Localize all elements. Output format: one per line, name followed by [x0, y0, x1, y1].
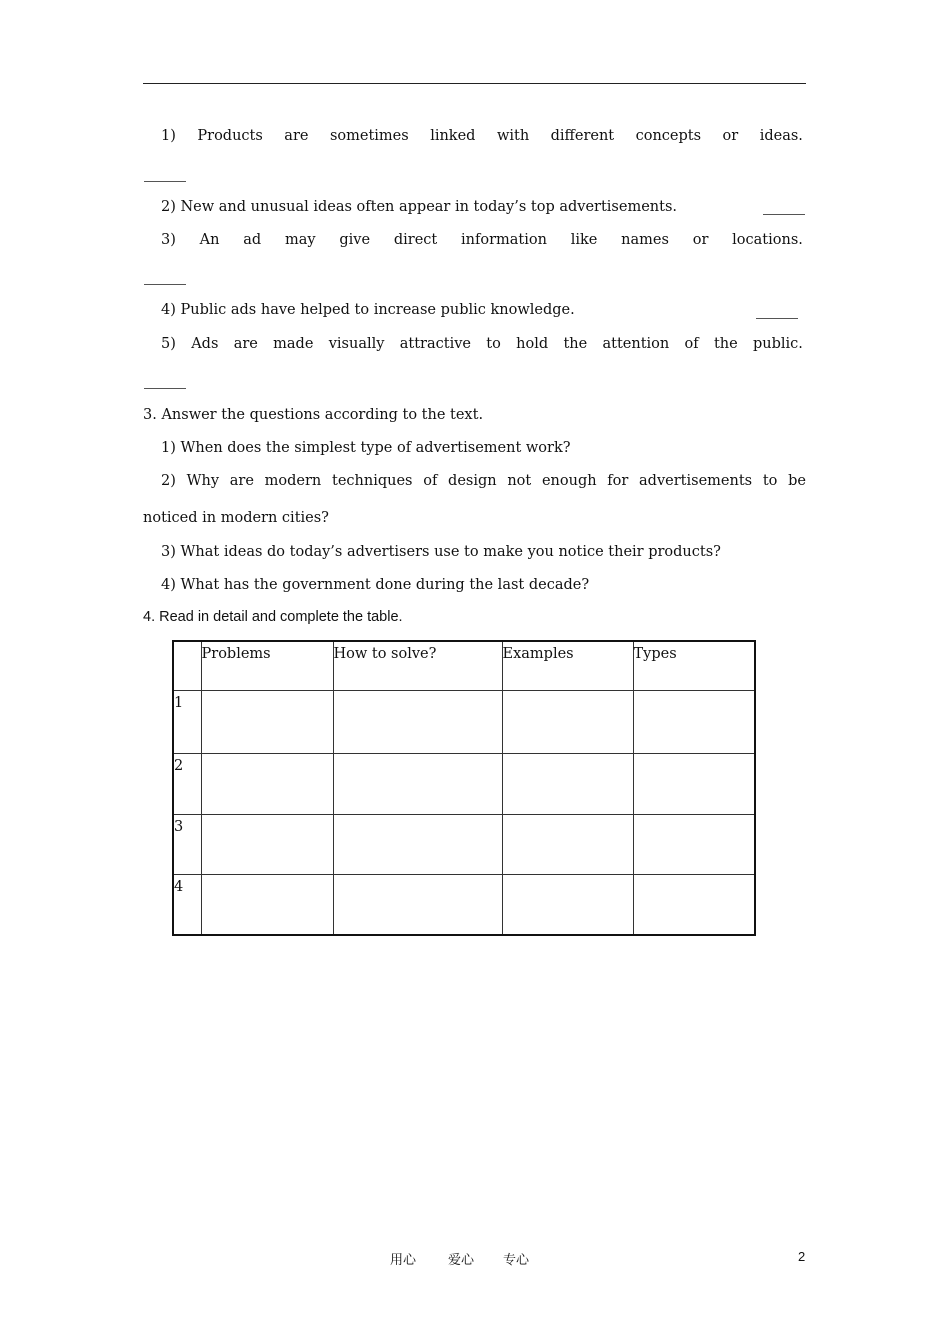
table-cell[interactable] — [502, 690, 633, 753]
row-number: 1 — [173, 690, 201, 753]
table-row — [173, 690, 755, 753]
table-cell[interactable] — [201, 753, 333, 814]
table-row — [173, 814, 755, 874]
table-cell[interactable] — [502, 753, 633, 814]
word: to — [762, 473, 778, 489]
word: information — [461, 232, 547, 248]
table-cell[interactable] — [333, 753, 502, 814]
table-cell[interactable] — [633, 874, 755, 935]
word: the — [563, 336, 588, 352]
table-cell[interactable] — [333, 874, 502, 935]
word: not — [507, 473, 532, 489]
tf-item-4: 4) Public ads have helped to increase public knowledge. — [161, 302, 575, 318]
row-number: 2 — [173, 753, 201, 814]
table-cell[interactable] — [633, 753, 755, 814]
question-4: 4) What has the government done during the last decade? — [161, 577, 590, 593]
answer-blank-3[interactable] — [144, 284, 186, 285]
table-header-row — [173, 641, 755, 690]
answer-table — [172, 640, 756, 936]
word: ideas. — [759, 128, 803, 144]
table-row — [173, 874, 755, 935]
question-2-continued: noticed in modern cities? — [143, 510, 329, 526]
word: 1) — [161, 128, 176, 144]
tf-item-2: 2) New and unusual ideas often appear in today’s top advertisements. — [161, 199, 677, 215]
table-cell[interactable] — [201, 814, 333, 874]
word: enough — [541, 473, 597, 489]
word: locations. — [732, 232, 803, 248]
tf-item-3 — [161, 232, 803, 248]
question-3: 3) What ideas do today’s advertisers use to make you notice their products? — [161, 544, 721, 560]
word: be — [788, 473, 806, 489]
word: advertisements — [639, 473, 753, 489]
tf-item-5 — [161, 336, 803, 352]
word: concepts — [635, 128, 702, 144]
footer-text-middle: 爱心 — [448, 1253, 475, 1268]
table-cell[interactable] — [201, 690, 333, 753]
word: for — [607, 473, 629, 489]
word: Ads — [191, 336, 219, 352]
word: direct — [393, 232, 438, 248]
word: made — [273, 336, 314, 352]
table-header-types: Types — [633, 641, 755, 690]
word: 3) — [161, 232, 176, 248]
table-cell[interactable] — [502, 814, 633, 874]
word: names — [621, 232, 669, 248]
word: An — [199, 232, 220, 248]
word: linked — [430, 128, 476, 144]
word: may — [284, 232, 316, 248]
word: give — [339, 232, 371, 248]
section3-heading: 3. Answer the questions according to the text. — [143, 407, 484, 423]
word: attractive — [399, 336, 471, 352]
table-cell[interactable] — [633, 690, 755, 753]
word: hold — [516, 336, 549, 352]
table-header-examples: Examples — [502, 641, 633, 690]
word: attention — [602, 336, 670, 352]
table-row — [173, 753, 755, 814]
table-cell[interactable] — [333, 814, 502, 874]
row-number: 4 — [173, 874, 201, 935]
question-2 — [161, 473, 806, 489]
row-number: 3 — [173, 814, 201, 874]
word: design — [448, 473, 497, 489]
word: Why — [186, 473, 220, 489]
word: or — [722, 128, 739, 144]
word: or — [692, 232, 709, 248]
word: visually — [328, 336, 385, 352]
word: are — [229, 473, 254, 489]
word: ad — [243, 232, 262, 248]
answer-blank-5[interactable] — [144, 388, 186, 389]
word: of — [684, 336, 699, 352]
table-header-how-to-solve: How to solve? — [333, 641, 502, 690]
word: different — [550, 128, 615, 144]
word: 2) — [161, 473, 176, 489]
page-number: 2 — [798, 1249, 806, 1264]
tf-item-1 — [161, 128, 803, 144]
table-cell[interactable] — [502, 874, 633, 935]
word: public. — [753, 336, 803, 352]
word: are — [233, 336, 258, 352]
footer-text-right: 专心 — [503, 1253, 530, 1268]
table-cell[interactable] — [201, 874, 333, 935]
word: like — [570, 232, 598, 248]
header-rule — [143, 83, 806, 84]
word: techniques — [332, 473, 413, 489]
footer-text-left: 用心 — [390, 1253, 417, 1268]
table-cell[interactable] — [633, 814, 755, 874]
table-cell[interactable] — [333, 690, 502, 753]
answer-blank-1[interactable] — [144, 181, 186, 182]
section4-heading: 4. Read in detail and complete the table. — [143, 609, 403, 625]
table-header-problems: Problems — [201, 641, 333, 690]
word: with — [496, 128, 530, 144]
word: are — [284, 128, 309, 144]
word: sometimes — [329, 128, 409, 144]
question-1: 1) When does the simplest type of advertisement work? — [161, 440, 571, 456]
word: modern — [264, 473, 322, 489]
word: Products — [197, 128, 263, 144]
table-header-cell — [173, 641, 201, 690]
answer-blank-4[interactable] — [756, 318, 798, 319]
word: of — [423, 473, 438, 489]
word: to — [486, 336, 501, 352]
answer-blank-2[interactable] — [763, 214, 805, 215]
word: the — [713, 336, 738, 352]
word: 5) — [161, 336, 176, 352]
